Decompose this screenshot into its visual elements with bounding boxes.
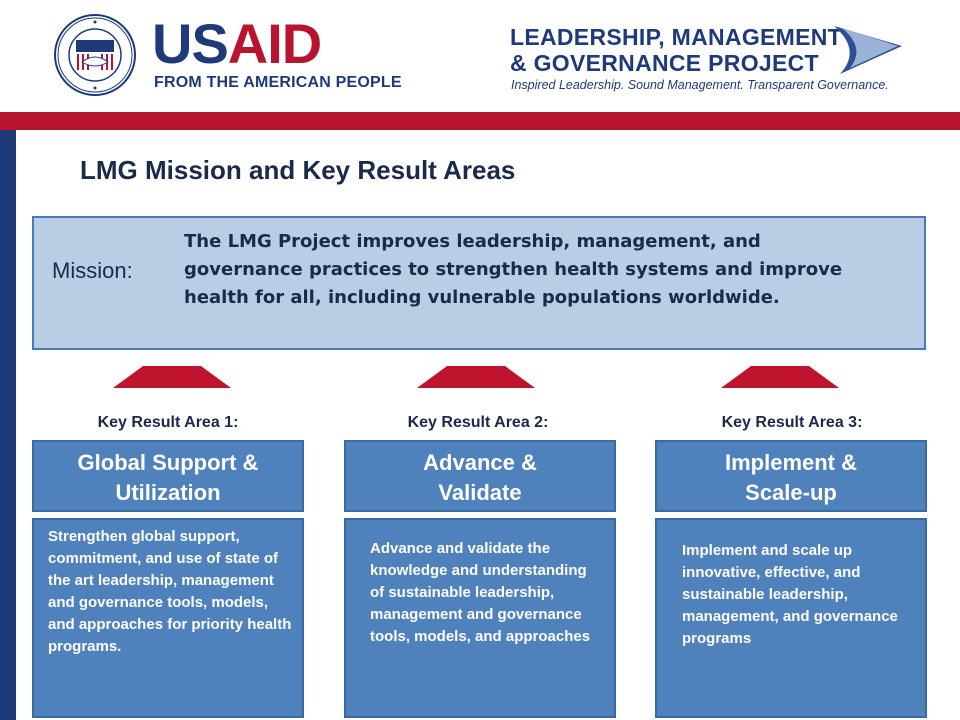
area-title-box-3	[655, 440, 927, 512]
usaid-tagline: FROM THE AMERICAN PEOPLE	[154, 74, 402, 91]
area-desc-3: Implement and scale up innovative, effective, and sustainable leadership, management, and governance programs	[682, 542, 898, 647]
up-arrow-icon	[417, 366, 535, 388]
area-title-2: Advance & Validate	[423, 450, 537, 505]
lmg-logo-line1: LEADERSHIP, MANAGEMENT	[510, 24, 843, 50]
mission-label: Mission:	[52, 258, 133, 283]
usaid-seal-icon	[54, 14, 136, 96]
slide-header	[0, 0, 960, 112]
usaid-wordmark-us: US	[152, 12, 228, 75]
up-arrow-icon	[113, 366, 231, 388]
slide-title: LMG Mission and Key Result Areas	[80, 155, 516, 185]
kra-label-1: Key Result Area 1:	[97, 414, 239, 431]
kra-label-3: Key Result Area 3:	[721, 414, 863, 431]
lmg-logo-tagline: Inspired Leadership. Sound Management. Transparent Governance.	[511, 78, 889, 92]
area-title-box-2	[344, 440, 616, 512]
kra-label-2: Key Result Area 2:	[407, 414, 549, 431]
area-title-box-1	[32, 440, 304, 512]
up-arrow-icon	[721, 366, 839, 388]
area-desc-1: Strengthen global support, commitment, and use of state of the art leadership, management and governance tools, models, and approaches for priority health programs.	[48, 528, 292, 655]
left-accent-bar	[0, 130, 16, 720]
area-title-3: Implement & Scale-up	[724, 450, 858, 505]
area-title-1: Global Support & Utilization	[77, 450, 259, 505]
area-desc-2: Advance and validate the knowledge and understanding of sustainable leadership, management and governance tools, models, and approaches	[370, 540, 591, 645]
area-desc-box-3	[655, 518, 927, 718]
usaid-wordmark-aid: AID	[227, 12, 322, 75]
lmg-swoosh-icon	[832, 24, 904, 76]
area-desc-box-1	[32, 518, 304, 718]
area-desc-box-2	[344, 518, 616, 718]
lmg-logo-line2: & GOVERNANCE PROJECT	[510, 50, 819, 76]
red-divider-bar	[0, 112, 960, 130]
mission-text: The LMG Project improves leadership, management, and governance practices to strengthen health systems and improve health for all, including vulnerable populations worldwide.	[184, 231, 843, 308]
usaid-wordmark	[152, 12, 322, 75]
